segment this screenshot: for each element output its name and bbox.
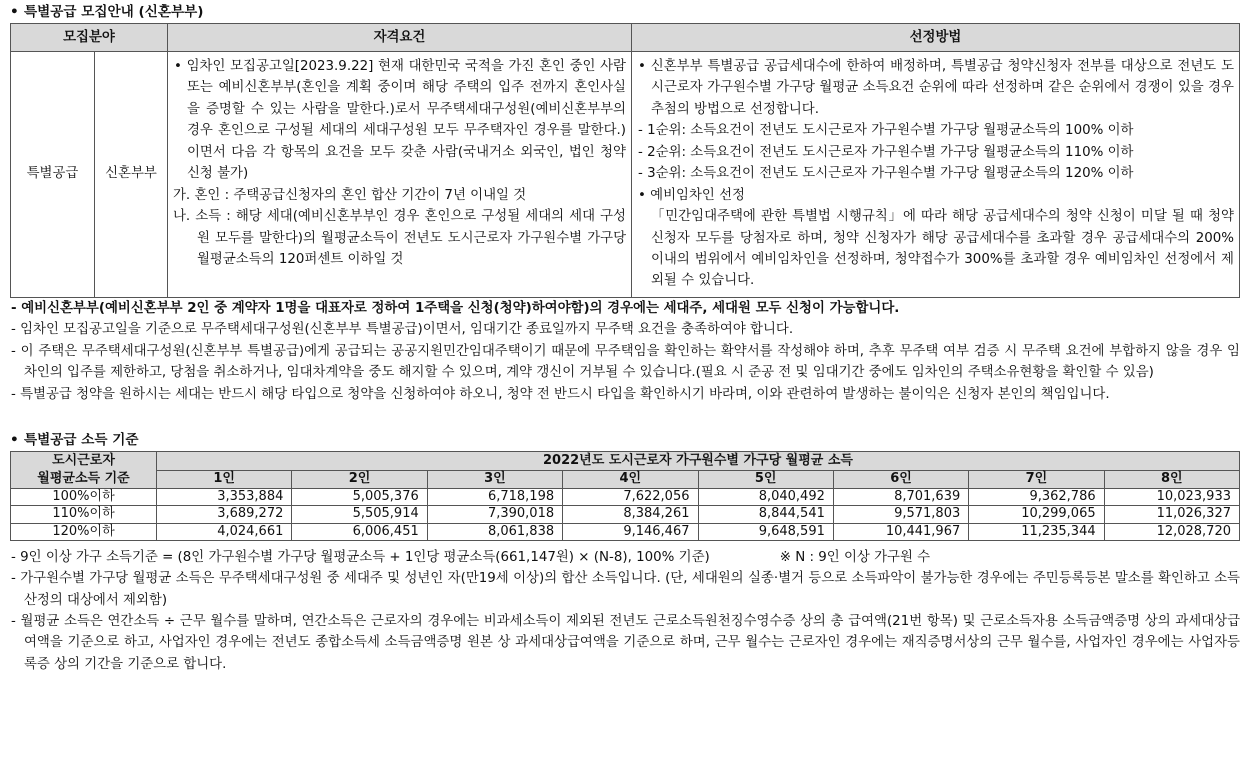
- table-cell: 9,571,803: [833, 506, 968, 523]
- table-row: [11, 489, 1240, 506]
- column-header: 8인: [1104, 470, 1239, 489]
- subcategory-cell: 신혼부부: [95, 52, 168, 298]
- table-cell: 5,005,376: [292, 489, 427, 506]
- table-header-row: [11, 24, 1240, 52]
- table-cell: 9,362,786: [969, 489, 1104, 506]
- table-cell: 10,441,967: [833, 523, 968, 540]
- header-qualification: 자격요건: [168, 24, 632, 52]
- qualification-item: • 임차인 모집공고일[2023.9.22] 현재 대한민국 국적을 가진 혼인 중인 사람 또는 예비신혼부부(혼인을 계획 중이며 해당 주택의 입주 전까지 혼인사실을 증명할 수 있는 사람을 말한다.)로서 무주택세대구성원(예비신혼부부의 경우 혼인으로 구성될 세대의 세대구성원 모두 무주택자인 경우를 말한다.) 이면서 다음 각 항목의 요건을 모두 갖춘 사람(국내거소 외국인, 법인 청약신청 불가): [174, 59, 626, 182]
- column-header: 5인: [698, 470, 833, 489]
- table-cell: 9,648,591: [698, 523, 833, 540]
- section-title-text: 특별공급 소득 기준: [24, 432, 139, 448]
- table-row: [11, 506, 1240, 523]
- table-cell: 5,505,914: [292, 506, 427, 523]
- table-cell: 8,701,639: [833, 489, 968, 506]
- column-header: 6인: [833, 470, 968, 489]
- note-item: - 특별공급 청약을 원하시는 세대는 반드시 해당 타입으로 청약을 신청하여야 하오니, 청약 전 반드시 타입을 확인하시기 바라며, 이와 관련하여 발생하는 불이익은 신청자 본인의 책임입니다.: [11, 386, 1110, 402]
- qualification-item: 가. 혼인 : 주택공급신청자의 혼인 합산 기간이 7년 이내일 것: [173, 187, 527, 203]
- selection-item: - 1순위: 소득요건이 전년도 도시근로자 가구원수별 가구당 월평균소득의 100% 이하: [638, 123, 1134, 139]
- row-label: 120%이하: [11, 523, 157, 540]
- table-cell: 8,844,541: [698, 506, 833, 523]
- selection-item: - 3순위: 소득요건이 전년도 도시근로자 가구원수별 가구당 월평균소득의 120% 이하: [638, 166, 1134, 182]
- row-label: 100%이하: [11, 489, 157, 506]
- corner-header: 도시근로자 월평균소득 기준: [11, 452, 157, 489]
- table-cell: 12,028,720: [1104, 523, 1239, 540]
- note-item: - 월평균 소득은 연간소득 ÷ 근무 월수를 말하며, 연간소득은 근로자의 경우에는 비과세소득이 제외된 전년도 근로소득원천징수영수증 상의 총 급여액(21번 항목) 및 근로소득자용 소득금액증명 상의 과세대상급여액을 기준으로 하고, 사업자인 경우에는 전년도 종합소득세 소득금액증명 원본 상 과세대상급여액을 기준으로 하며, 근무 월수는 근로자인 경우에는 재직증명서상의 근무 월수를, 사업자인 경우에는 사업자등록증 상의 기간을 기준으로 합니다.: [11, 614, 1241, 672]
- table-cell: 4,024,661: [157, 523, 292, 540]
- section-title-recruitment: [10, 1, 1240, 23]
- selection-item: - 2순위: 소득요건이 전년도 도시근로자 가구원수별 가구당 월평균소득의 110% 이하: [638, 144, 1134, 160]
- table-cell: 11,026,327: [1104, 506, 1239, 523]
- table-cell: 3,353,884: [157, 489, 292, 506]
- table-cell: 9,146,467: [563, 523, 698, 540]
- notes-block-2: [10, 547, 1240, 676]
- note-item: - 예비신혼부부(예비신혼부부 2인 중 계약자 1명을 대표자로 정하여 1주택을 신청(청약)하여야함)의 경우에는 세대주, 세대원 모두 신청이 가능합니다.: [11, 300, 900, 316]
- bullet-icon: •: [10, 432, 19, 448]
- table-cell: 7,622,056: [563, 489, 698, 506]
- column-header: 4인: [563, 470, 698, 489]
- section-title-income: [10, 429, 1240, 451]
- income-table: [10, 451, 1240, 541]
- table-cell: 11,235,344: [969, 523, 1104, 540]
- recruitment-table: [10, 23, 1240, 298]
- table-header-row: [11, 470, 1240, 489]
- column-header: 1인: [157, 470, 292, 489]
- table-cell: 8,040,492: [698, 489, 833, 506]
- table-cell: 7,390,018: [427, 506, 562, 523]
- selection-item: • 예비임차인 선정: [638, 187, 745, 203]
- column-header: 3인: [427, 470, 562, 489]
- table-cell: 8,061,838: [427, 523, 562, 540]
- note-item: - 가구원수별 가구당 월평균 소득은 무주택세대구성원 중 세대주 및 성년인 자(만19세 이상)의 합산 소득입니다. (단, 세대원의 실종·별거 등으로 소득파악이 불가능한 경우에는 주민등록등본 말소를 확인하고 소득산정의 대상에서 제외함): [11, 571, 1240, 608]
- selection-item: 「민간임대주택에 관한 특별법 시행규칙」에 따라 해당 공급세대수의 청약 신청이 미달 될 때 청약 신청자 모두를 당첨자로 하며, 청약 신청자가 해당 공급세대수를 초과할 경우 공급세대수의 200% 이내의 범위에서 예비임차인을 선정하며, 청약접수가 300%를 초과할 경우 예비임차인 선정에서 제외될 수 있습니다.: [651, 209, 1234, 289]
- notes-block-1: [10, 298, 1240, 405]
- selection-cell: [632, 52, 1240, 298]
- table-cell: 6,718,198: [427, 489, 562, 506]
- qualification-cell: [168, 52, 632, 298]
- header-selection-method: 선정방법: [632, 24, 1240, 52]
- section-title-text: 특별공급 모집안내 (신혼부부): [24, 4, 204, 20]
- header-recruitment-field: 모집분야: [11, 24, 168, 52]
- note-item: - 9인 이상 가구 소득기준 = (8인 가구원수별 가구당 월평균소득 + 1인당 평균소득(661,147원) × (N-8), 100% 기준) ※ N : 9인 이상 가구원 수: [11, 549, 931, 565]
- table-row: [11, 52, 1240, 298]
- table-header-row: [11, 452, 1240, 471]
- qualification-item: 나. 소득 : 해당 세대(예비신혼부부인 경우 혼인으로 구성될 세대의 세대 구성원 모두를 말한다)의 월평균소득이 전년도 도시근로자 가구원수별 가구당 월평균소득의 120퍼센트 이하일 것: [173, 209, 626, 267]
- row-label: 110%이하: [11, 506, 157, 523]
- category-cell: 특별공급: [11, 52, 95, 298]
- table-cell: 3,689,272: [157, 506, 292, 523]
- table-cell: 10,023,933: [1104, 489, 1239, 506]
- column-header: 7인: [969, 470, 1104, 489]
- span-header: 2022년도 도시근로자 가구원수별 가구당 월평균 소득: [157, 452, 1240, 471]
- bullet-icon: •: [10, 4, 19, 20]
- table-cell: 8,384,261: [563, 506, 698, 523]
- selection-item: • 신혼부부 특별공급 공급세대수에 한하여 배정하며, 특별공급 청약신청자 전부를 대상으로 전년도 도시근로자 가구원수별 가구당 월평균 소득요건 순위에 따라 선정하며 같은 순위에서 경쟁이 있을 경우 추첨의 방법으로 선정합니다.: [638, 59, 1234, 117]
- table-cell: 10,299,065: [969, 506, 1104, 523]
- table-row: [11, 523, 1240, 540]
- column-header: 2인: [292, 470, 427, 489]
- note-aside: ※ N : 9인 이상 가구원 수: [779, 549, 931, 565]
- note-item: - 임차인 모집공고일을 기준으로 무주택세대구성원(신혼부부 특별공급)이면서, 임대기간 종료일까지 무주택 요건을 충족하여야 합니다.: [11, 322, 794, 338]
- table-cell: 6,006,451: [292, 523, 427, 540]
- note-item: - 이 주택은 무주택세대구성원(신혼부부 특별공급)에게 공급되는 공공지원민간임대주택이기 때문에 무주택임을 확인하는 확약서를 작성해야 하며, 추후 무주택 여부 검증 시 무주택 요건에 부합하지 않을 경우 임차인의 입주를 제한하고, 당첨을 취소하거나, 임대차계약을 중도 해지할 수 있으며, 계약 갱신이 거부될 수 있습니다.(필요 시 준공 전 및 임대기간 중에도 임차인의 주택소유현황을 확인할 수 있음): [11, 343, 1240, 381]
